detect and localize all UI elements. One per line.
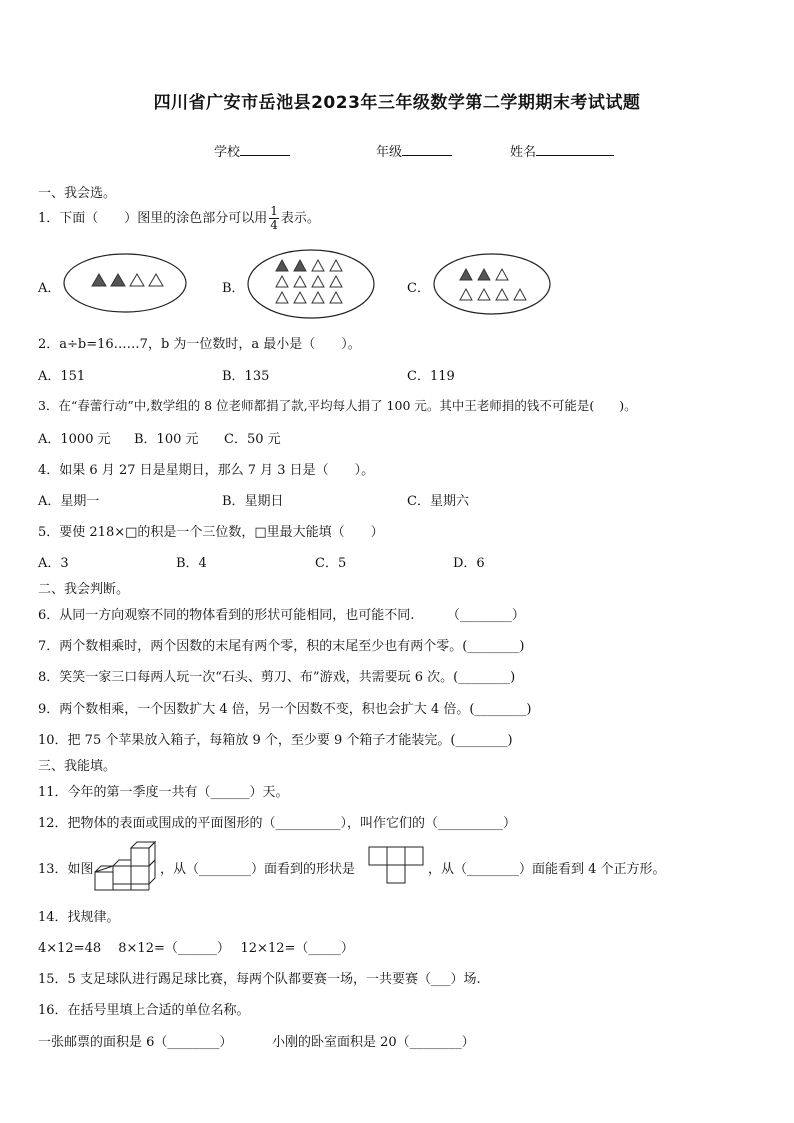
q2-option-a[interactable]: A．151 [38, 369, 86, 384]
fraction-one-quarter [269, 205, 279, 232]
q4-option-c[interactable]: C．星期六 [407, 494, 469, 509]
question-15: 15．5 支足球队进行踢足球比赛，每两个队都要赛一场，一共要赛（___）场. [38, 972, 481, 987]
question-6: 6．从同一方向观察不同的物体看到的形状可能相同，也可能不同. （________） [38, 608, 525, 623]
question-16-b: 小刚的卧室面积是 20（________） [272, 1035, 475, 1050]
name-label: 姓名 [510, 145, 537, 160]
question-14-pattern: 4×12=48 8×12=（______） 12×12=（_____） [38, 941, 354, 956]
q4-option-b[interactable]: B．星期日 [222, 494, 284, 509]
q1-text-post: 表示。 [280, 211, 320, 226]
question-1 [38, 205, 320, 232]
q4-option-a[interactable]: A．星期一 [38, 494, 100, 509]
q5-option-a[interactable]: A．3 [38, 556, 69, 571]
question-4: 4．如果 6 月 27 日是星期日，那么 7 月 3 日是（ ）。 [38, 463, 375, 478]
q3-option-a[interactable]: A．1000 元 [38, 432, 111, 447]
question-2: 2．a÷b=16……7，b 为一位数时，a 最小是（ ）。 [38, 337, 361, 352]
q3-option-c[interactable]: C．50 元 [224, 432, 281, 447]
question-16: 16．在括号里填上合适的单位名称。 [38, 1003, 250, 1018]
front-view-squares-figure [368, 846, 426, 884]
question-16-a: 一张邮票的面积是 6（________） [38, 1035, 233, 1050]
cube-stack-figure [93, 838, 159, 892]
grade-blank[interactable] [402, 141, 452, 156]
page-title: 四川省广安市岳池县2023年三年级数学第二学期期末考试试题 [153, 93, 641, 113]
q2-option-c[interactable]: C．119 [407, 369, 455, 384]
question-13-post: ，从（________）面能看到 4 个正方形。 [428, 862, 666, 877]
question-9: 9．两个数相乘，一个因数扩大 4 倍，另一个因数不变，积也会扩大 4 倍。(________) [38, 702, 532, 717]
section-heading-1: 一、我会选。 [38, 186, 117, 201]
option-b-ellipse-figure [246, 248, 376, 320]
q5-option-d[interactable]: D．6 [453, 556, 485, 571]
name-blank[interactable] [536, 141, 614, 156]
q1-text-pre: 1．下面（ ）图里的涂色部分可以用 [38, 211, 268, 226]
question-14: 14．找规律。 [38, 910, 120, 925]
q3-option-b[interactable]: B．100 元 [134, 432, 199, 447]
fraction-numerator: 1 [270, 204, 278, 218]
question-5: 5．要使 218×□的积是一个三位数，□里最大能填（ ） [38, 525, 384, 540]
q5-option-b[interactable]: B．4 [176, 556, 207, 571]
question-13-pre: 13．如图 [38, 862, 94, 877]
q1-option-c-label[interactable]: C． [407, 281, 430, 296]
option-a-ellipse-figure [62, 252, 188, 314]
grade-field [376, 141, 452, 160]
q2-option-b[interactable]: B．135 [222, 369, 270, 384]
school-label: 学校 [214, 145, 241, 160]
school-field [214, 141, 290, 160]
section-heading-3: 三、我能填。 [38, 759, 117, 774]
question-8: 8．笑笑一家三口每两人玩一次“石头、剪刀、布”游戏，共需要玩 6 次。(________) [38, 670, 516, 685]
q1-option-a-label[interactable]: A． [38, 281, 61, 296]
name-field [510, 141, 614, 160]
fraction-denominator: 4 [270, 218, 278, 232]
q5-option-c[interactable]: C．5 [315, 556, 347, 571]
grade-label: 年级 [376, 145, 403, 160]
question-12: 12．把物体的表面或围成的平面图形的（__________），叫作它们的（__________） [38, 816, 517, 831]
section-heading-2: 二、我会判断。 [38, 582, 130, 597]
question-13-mid: ，从（________）面看到的形状是 [160, 862, 356, 877]
question-11: 11．今年的第一季度一共有（______）天。 [38, 785, 289, 800]
q1-option-b-label[interactable]: B． [222, 281, 245, 296]
option-c-ellipse-figure [432, 252, 552, 316]
question-3: 3．在“春蕾行动”中,数学组的 8 位老师都捐了款,平均每人捐了 100 元。其中王老师捐的钱不可能是( )。 [38, 398, 637, 413]
question-7: 7．两个数相乘时，两个因数的末尾有两个零，积的末尾至少也有两个零。(________) [38, 639, 525, 654]
question-10: 10．把 75 个苹果放入箱子，每箱放 9 个，至少要 9 个箱子才能装完。(________) [38, 733, 513, 748]
school-blank[interactable] [240, 141, 290, 156]
